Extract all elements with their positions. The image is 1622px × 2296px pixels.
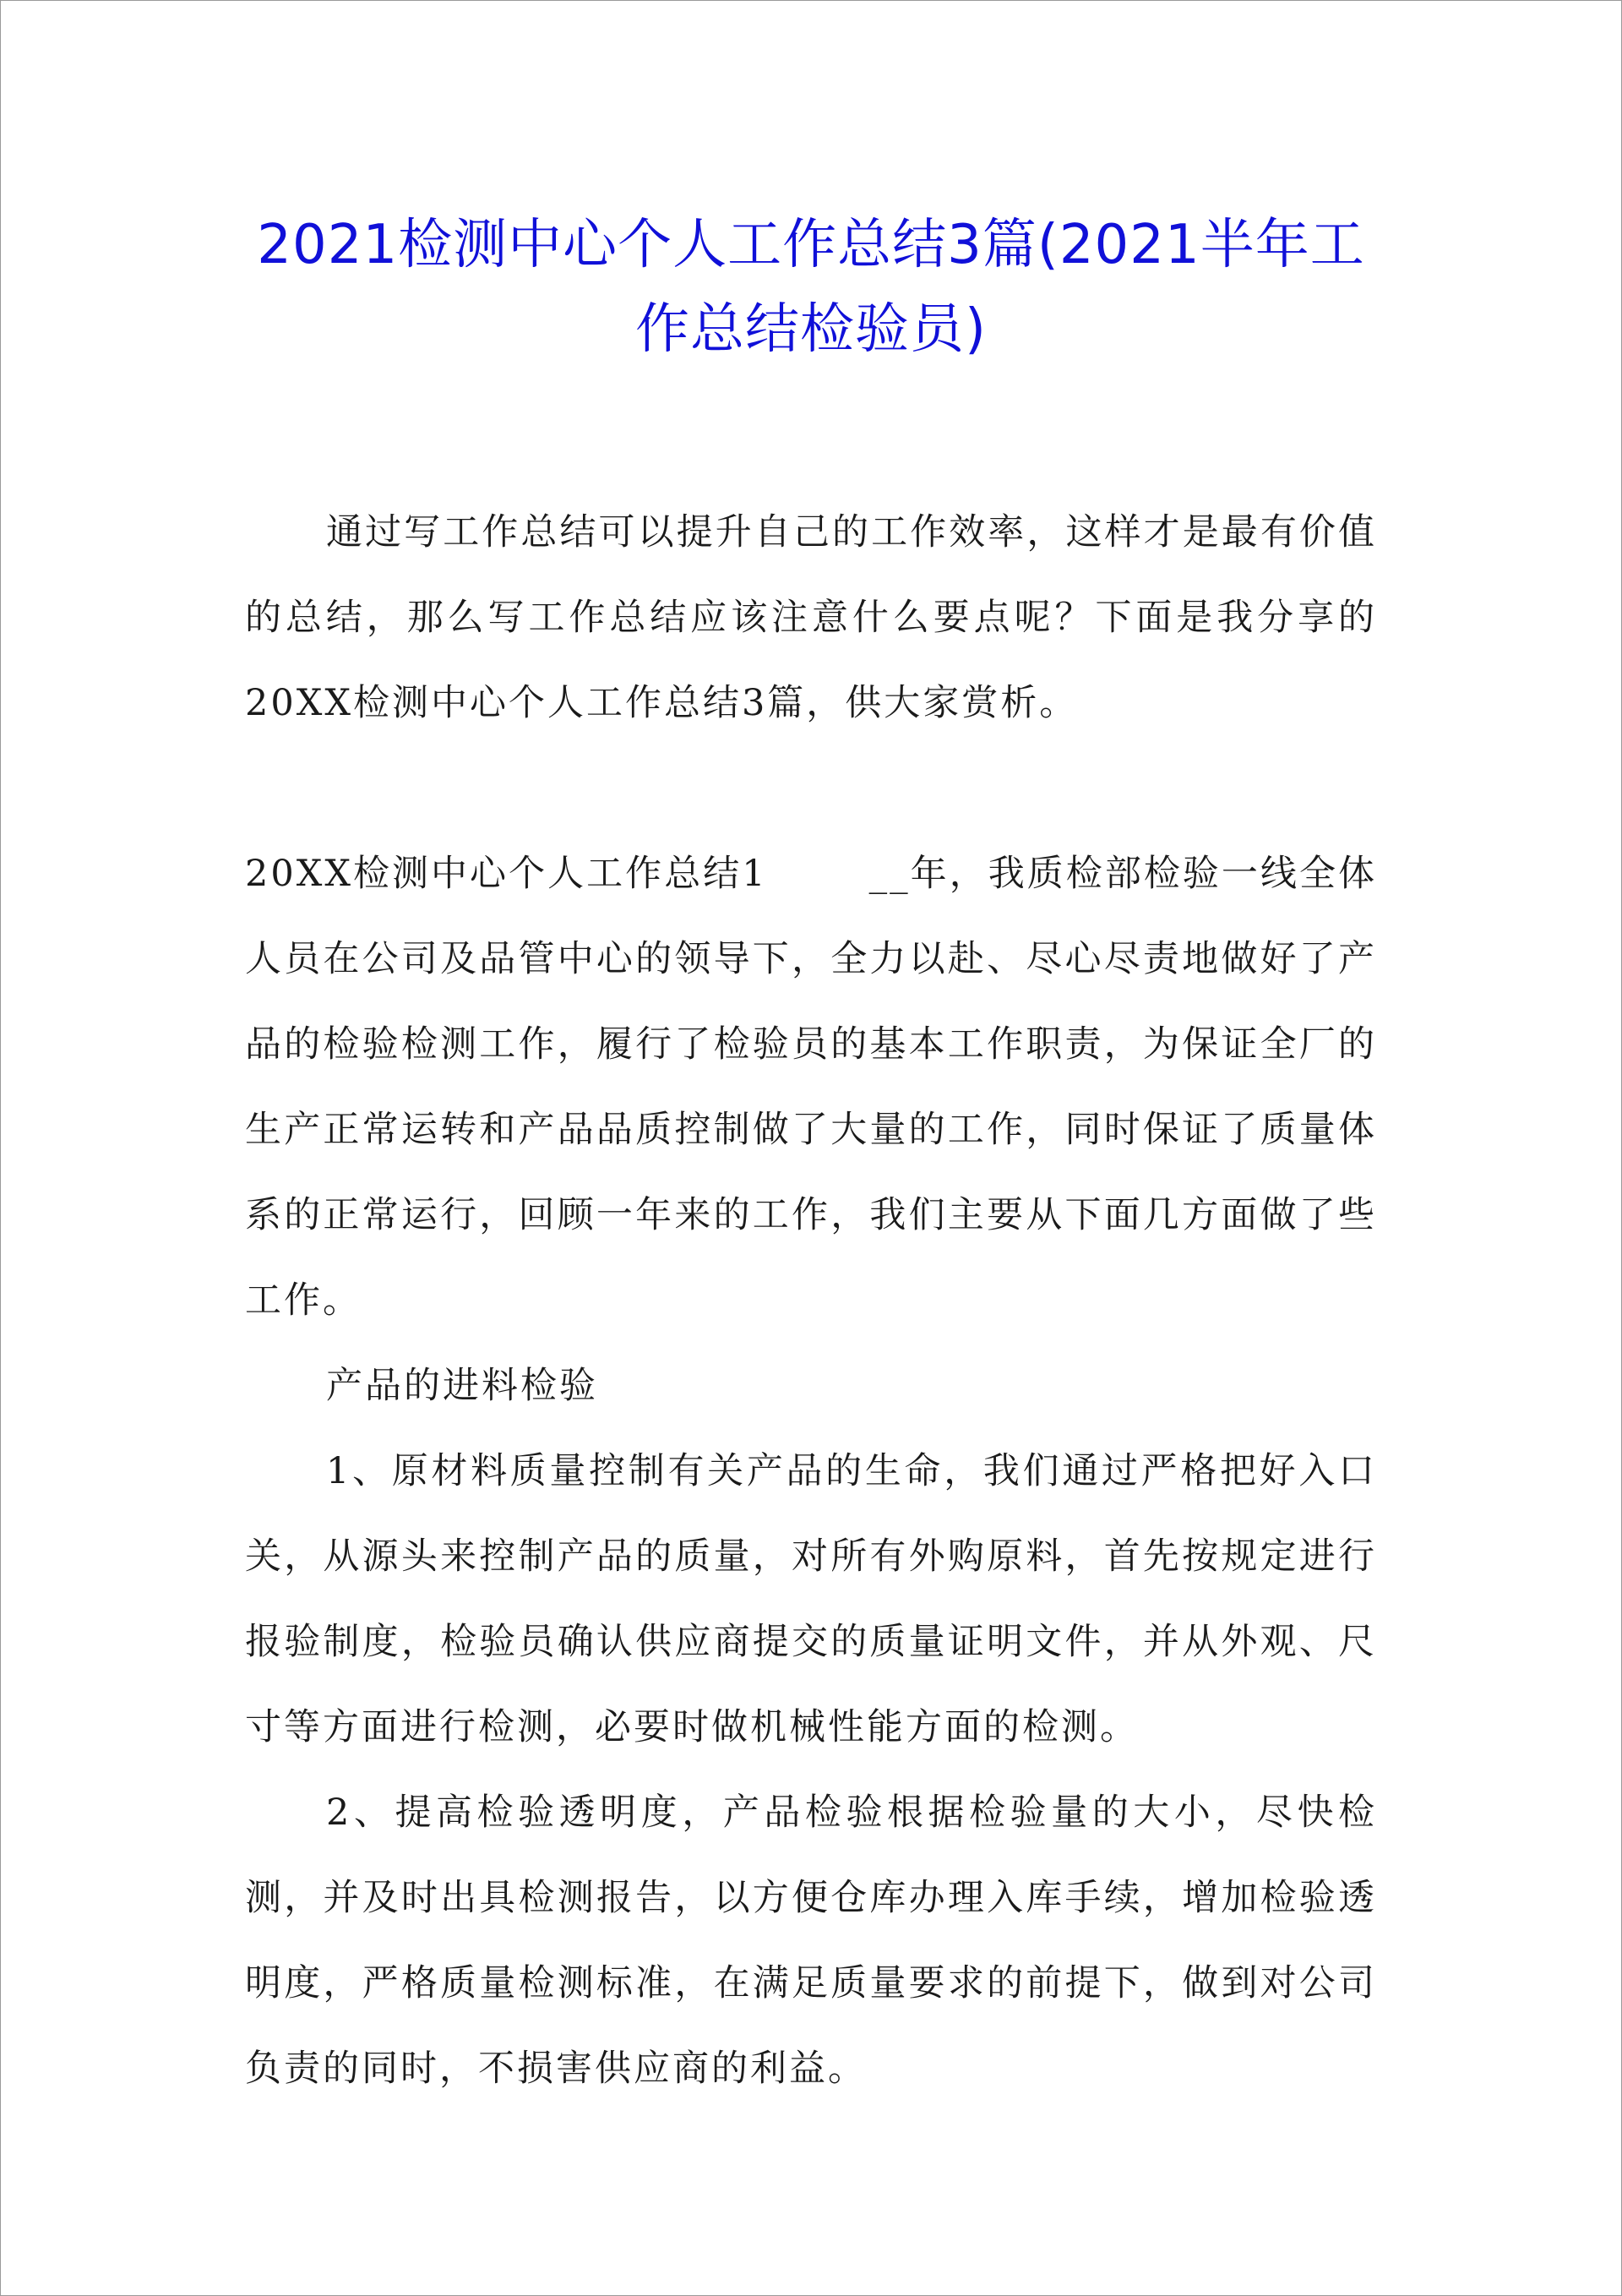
list-item-2: 2、提高检验透明度，产品检验根据检验量的大小，尽快检测，并及时出具检测报告，以方便仓库办理入库手续，增加检验透明度，严格质量检测标准，在满足质量要求的前提下，做到对公司负责的同时，不损害供应商的利益。 <box>245 1792 1377 2090</box>
section-1-paragraph <box>245 832 1377 1344</box>
intro-paragraph: 通过写工作总结可以提升自己的工作效率，这样才是最有价值的总结，那么写工作总结应该注意什么要点呢？下面是我分享的20XX检测中心个人工作总结3篇，供大家赏析。 <box>245 511 1377 724</box>
list-item-1: 1、原材料质量控制有关产品的生命，我们通过严格把好入口关，从源头来控制产品的质量，对所有外购原料，首先按规定进行报验制度，检验员确认供应商提交的质量证明文件，并从外观、尺寸等方面进行检测，必要时做机械性能方面的检测。 <box>245 1450 1377 1748</box>
section-1-text: __年，我质检部检验一线全体人员在公司及品管中心的领导下，全力以赴、尽心尽责地做好了产品的检验检测工作，履行了检验员的基本工作职责，为保证全厂的生产正常运转和产品品质控制做了大量的工作，同时保证了质量体系的正常运行，回顾一年来的工作，我们主要从下面几方面做了些工作。 <box>245 853 1377 1322</box>
subheading-incoming-inspection: 产品的进料检验 <box>326 1365 598 1407</box>
section-1-heading: 20XX检测中心个人工作总结1 <box>245 853 768 895</box>
document-body <box>245 490 1377 2112</box>
document-page <box>245 203 1377 2112</box>
document-title: 2021检测中心个人工作总结3篇(2021半年工作总结检验员) <box>257 214 1365 361</box>
